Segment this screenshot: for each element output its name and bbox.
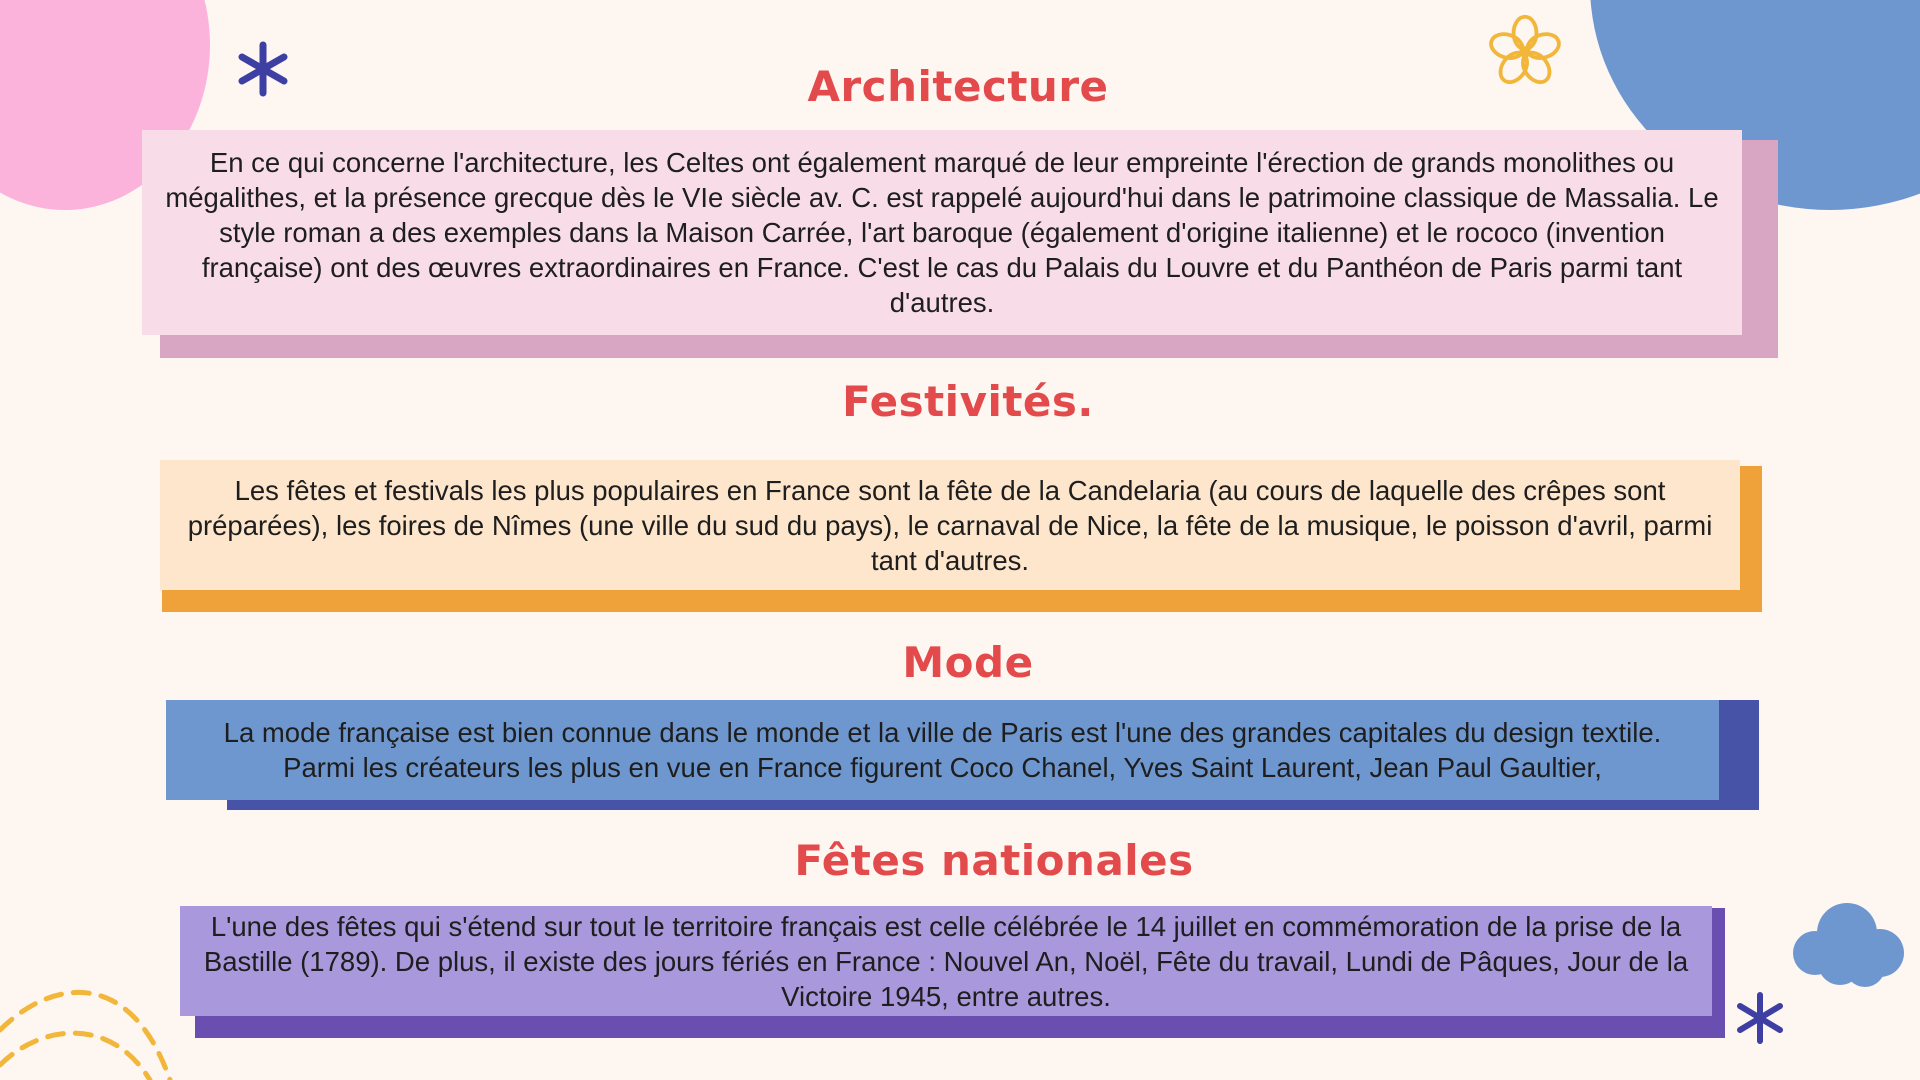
architecture-text: En ce qui concerne l'architecture, les Celtes ont également marqué de leur empreinte l'érection de grands monolithes ou mégalithes, et la présence grecque dès le VIe siècle av. C. est rappelé aujourd'hui dans le patrimoine classique de Massalia. Le style roman a des exemples dans la Maison Carrée, l'art baroque (également d'origine italienne) et le rococo (invention française) ont des œuvres extraordinaires en France. C'est le cas du Palais du Louvre et du Panthéon de Paris parmi tant d'autres. xyxy=(165,147,1719,318)
section-title-fetes-nationales: Fêtes nationales xyxy=(794,836,1194,885)
mode-card xyxy=(166,700,1719,800)
dashed-arc-decoration xyxy=(0,955,180,1080)
section-title-mode: Mode xyxy=(902,638,1034,687)
fetes-nationales-text: L'une des fêtes qui s'étend sur tout le territoire français est celle célébrée le 14 juillet en commémoration de la prise de la Bastille (1789). De plus, il existe des jours fériés en France : Nouvel An, Noël, Fête du travail, Lundi de Pâques, Jour de la Victoire 1945, entre autres. xyxy=(203,910,1689,1012)
architecture-card xyxy=(142,130,1742,335)
fetes-nationales-card xyxy=(180,906,1712,1016)
section-title-festivites: Festivités. xyxy=(842,377,1094,426)
cloud-icon xyxy=(1785,895,1910,990)
festivites-card xyxy=(160,460,1740,590)
section-title-architecture: Architecture xyxy=(807,62,1109,111)
festivites-text: Les fêtes et festivals les plus populaires en France sont la fête de la Candelaria (au cours de laquelle des crêpes sont préparées), les foires de Nîmes (une ville du sud du pays), le carnaval de Nice, la fête de la musique, le poisson d'avril, parmi tant d'autres. xyxy=(187,474,1713,576)
asterisk-star-icon xyxy=(1733,990,1787,1046)
mode-text: La mode française est bien connue dans le monde et la ville de Paris est l'une des grandes capitales du design textile. Parmi les créateurs les plus en vue en France figurent Coco Chanel, Yves Saint Laurent, Jean Paul Gaultier, xyxy=(223,717,1662,783)
